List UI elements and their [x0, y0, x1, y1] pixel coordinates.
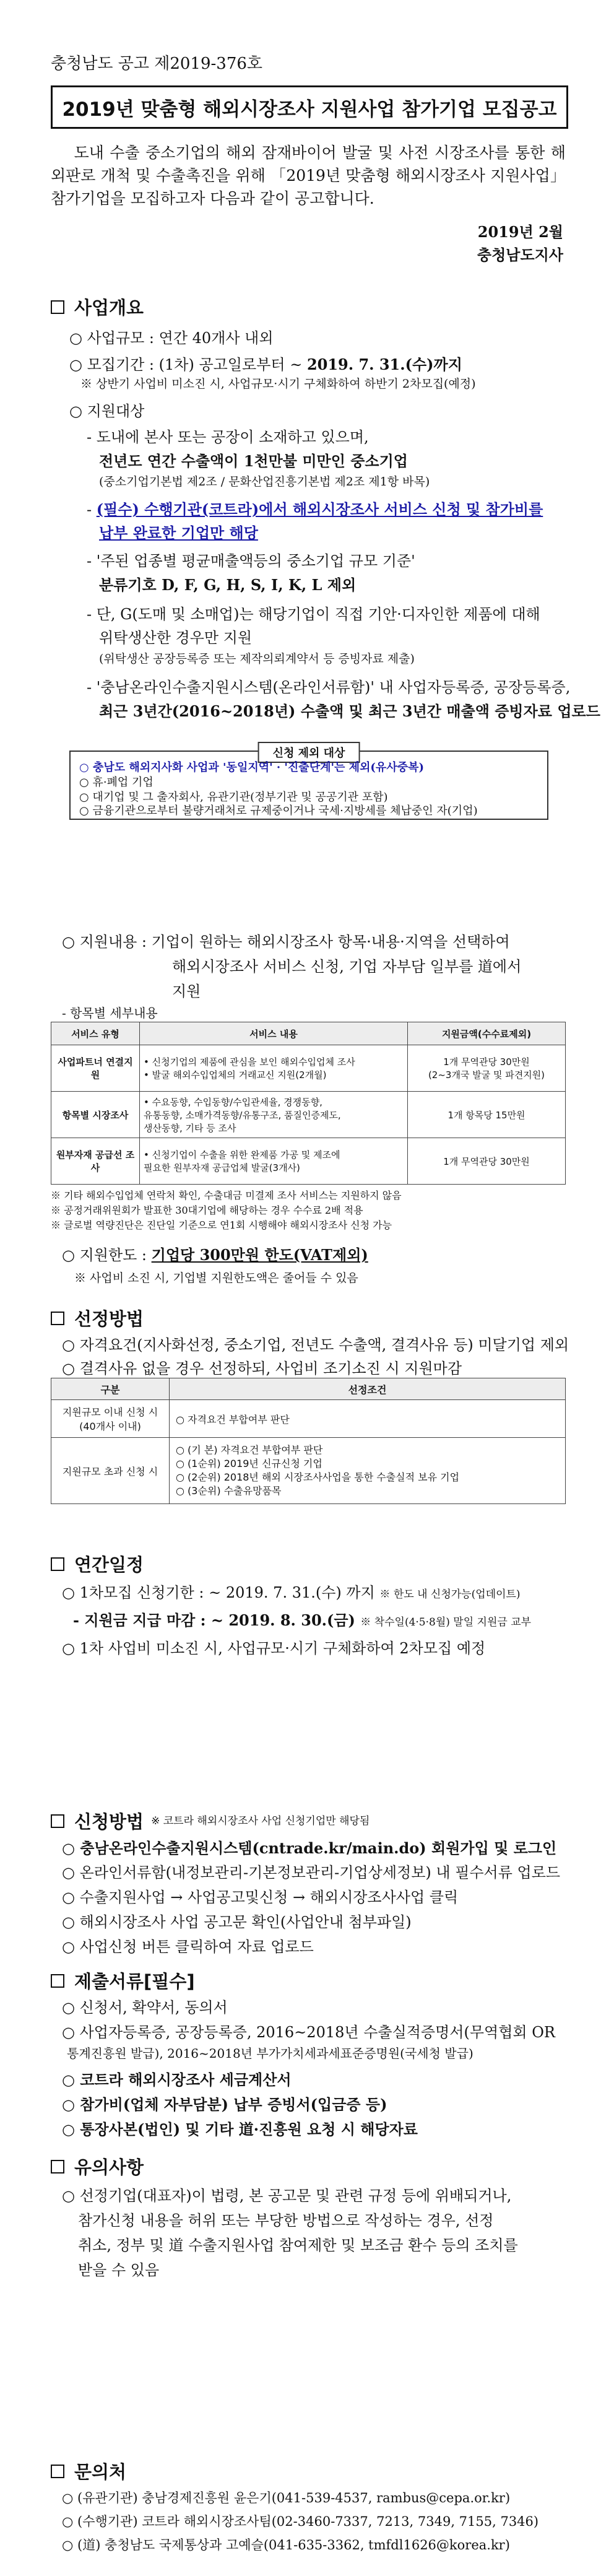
table-row: 항목별 시장조사 • 수요동향, 수입동향/수입관세율, 경쟁동향, 유통동향, 소매가격동향/유통구조, 품질인증제도, 생산동향, 기타 등 조사 1개 항목당 15만원	[51, 1092, 566, 1138]
target-5b: 최근 3년간(2016~2018년) 수출액 및 최근 3년간 매출액 증빙자료 업로드	[99, 702, 600, 720]
square-bullet-icon	[51, 1312, 64, 1325]
target-2b: 납부 완료한 기업만 해당	[99, 524, 258, 542]
section-apply-heading: 신청방법 ※ 코트라 해외시장조사 사업 신청기업만 해당됨	[51, 1808, 370, 1834]
square-bullet-icon	[51, 1814, 64, 1828]
document-item: 통계진흥원 발급), 2016~2018년 부가가치세과세표준증명원(국세청 발급)	[67, 2046, 473, 2061]
target-2a: - (필수) 수행기관(코트라)에서 해외시장조사 서비스 신청 및 참가비를	[87, 500, 543, 518]
section-contact-heading: 문의처	[51, 2458, 126, 2484]
support-note-3: ※ 글로벌 역량진단은 진단일 기준으로 연1회 시행해야 해외시장조사 신청 가능	[51, 1219, 392, 1231]
selection-line-2: ○ 결격사유 없을 경우 선정하되, 사업비 조기소진 시 지원마감	[62, 1360, 462, 1377]
exclusion-box	[69, 747, 548, 820]
service-header: 서비스 내용	[140, 1022, 408, 1045]
scale-line: ○ 사업규모 : 연간 40개사 내외	[69, 329, 274, 347]
exclusion-item: ○ 휴·폐업 기업	[79, 776, 154, 789]
section-schedule-heading: 연간일정	[51, 1551, 144, 1577]
square-bullet-icon	[51, 2465, 64, 2478]
service-table	[51, 1022, 566, 1185]
schedule-line-2: - 지원금 지급 마감 : ~ 2019. 8. 30.(금) ※ 착수일(4·5·8월) 말일 지원금 교부	[73, 1611, 532, 1629]
selection-line-1: ○ 자격요건(지사화선정, 중소기업, 전년도 수출액, 결격사유 등) 미달기업 제외	[62, 1336, 569, 1354]
section-overview-heading: 사업개요	[51, 294, 144, 320]
document-item: ○ 코트라 해외시장조사 세금계산서	[62, 2071, 292, 2089]
limit-note: ※ 사업비 소진 시, 기업별 지원한도액은 줄어들 수 있음	[74, 1271, 358, 1285]
target-heading: ○ 지원대상	[69, 402, 145, 420]
caution-line: 받을 수 있음	[78, 2261, 160, 2279]
service-header: 서비스 유형	[51, 1022, 140, 1045]
support-content-c: 지원	[172, 983, 201, 1000]
exclusion-item: ○ 충남도 해외지사화 사업과 '동일지역' · '진출단계'는 제외(유사중복)	[79, 761, 425, 774]
table-row: 지원규모 초과 신청 시 ○ (기 본) 자격요건 부합여부 판단 ○ (1순위) 2019년 신규신청 기업 ○ (2순위) 2018년 해외 시장조사사업을 통한 수출실적 보유 기업 ○ (3순위) 수출유망품목	[51, 1438, 566, 1504]
schedule-line-3: ○ 1차 사업비 미소진 시, 사업규모·시기 구체화하여 2차모집 예정	[62, 1640, 486, 1657]
support-note-1: ※ 기타 해외수입업체 연락처 확인, 수출대금 미결제 조사 서비스는 지원하지 않음	[51, 1190, 402, 1201]
square-bullet-icon	[51, 2160, 64, 2174]
document-item: ○ 참가비(업체 자부담분) 납부 증빙서(입금증 등)	[62, 2095, 387, 2113]
caution-line: 참가신청 내용을 허위 또는 부당한 방법으로 작성하는 경우, 선정	[78, 2212, 494, 2229]
target-5a: - '충남온라인수출지원시스템(온라인서류함)' 내 사업자등록증, 공장등록증,	[87, 679, 571, 696]
document-item: ○ 사업자등록증, 공장등록증, 2016~2018년 수출실적증명서(무역협회 OR	[62, 2024, 555, 2041]
selection-table	[51, 1378, 566, 1504]
document-item: ○ 통장사본(법인) 및 기타 道·진흥원 요청 시 해당자료	[62, 2120, 418, 2138]
target-3b: 분류기호 D, F, G, H, S, I, K, L 제외	[99, 576, 357, 594]
apply-step: ○ 해외시장조사 사업 공고문 확인(사업안내 첨부파일)	[62, 1913, 412, 1931]
target-4a: - 단, G(도매 및 소매업)는 해당기업이 직접 기안·디자인한 제품에 대해	[87, 606, 540, 623]
square-bullet-icon	[51, 300, 64, 314]
intro-paragraph: 도내 수출 중소기업의 해외 잠재바이어 발굴 및 사전 시장조사를 통한 해외판로 개척 및 수출촉진을 위해 「2019년 맞춤형 해외시장조사 지원사업」 참가기업을 모집하고자 다음과 같이 공고합니다.	[51, 144, 566, 207]
target-4b: 위탁생산한 경우만 지원	[99, 629, 253, 646]
square-bullet-icon	[51, 1974, 64, 1988]
target-3a: - '주된 업종별 평균매출액등의 중소기업 규모 기준'	[87, 552, 415, 570]
target-1a: - 도내에 본사 또는 공장이 소재하고 있으며,	[87, 429, 369, 446]
contact-item: ○ (수행기관) 코트라 해외시장조사팀(02-3460-7337, 7213, 7349, 7155, 7346)	[62, 2514, 539, 2529]
detail-label: - 항목별 세부내용	[62, 1006, 158, 1020]
apply-step: ○ 충남온라인수출지원시스템(cntrade.kr/main.do) 회원가입 및 로그인	[62, 1839, 557, 1857]
issuer: 충청남도지사	[477, 246, 563, 264]
service-header: 지원금액(수수료제외)	[408, 1022, 566, 1045]
document-item: ○ 신청서, 확약서, 동의서	[62, 1999, 228, 2016]
caution-line: ○ 선정기업(대표자)이 법령, 본 공고문 및 관련 규정 등에 위배되거나,	[62, 2187, 512, 2204]
section-selection-heading: 선정방법	[51, 1305, 144, 1331]
support-note-2: ※ 공정거래위원회가 발표한 30대기업에 해당하는 경우 수수료 2배 적용	[51, 1204, 363, 1216]
support-content-a: ○ 지원내용 : 기업이 원하는 해외시장조사 항목·내용·지역을 선택하여	[62, 933, 510, 951]
selection-header: 구분	[51, 1378, 170, 1400]
exclusion-title: 신청 제외 대상	[258, 742, 360, 763]
period-line: ○ 모집기간 : (1차) 공고일로부터 ~ 2019. 7. 31.(수)까지	[69, 355, 462, 373]
apply-step: ○ 수출지원사업 → 사업공고및신청 → 해외시장조사사업 클릭	[62, 1889, 459, 1906]
schedule-line-1: ○ 1차모집 신청기한 : ~ 2019. 7. 31.(수) 까지 ※ 한도 내 신청가능(업데이트)	[62, 1584, 521, 1601]
announcement-number: 충청남도 공고 제2019-376호	[51, 54, 263, 73]
exclusion-item: ○ 대기업 및 그 출자회사, 유관기관(정부기관 및 공공기관 포함)	[79, 791, 388, 804]
apply-step: ○ 사업신청 버튼 클릭하여 자료 업로드	[62, 1938, 314, 1956]
target-4c: (위탁생산 공장등록증 또는 제작의뢰계약서 등 증빙자료 제출)	[99, 652, 415, 666]
contact-item: ○ (道) 충청남도 국제통상과 고예슬(041-635-3362, tmfdl1626@korea.kr)	[62, 2538, 510, 2552]
table-row: 지원규모 이내 신청 시 (40개사 이내) ○ 자격요건 부합여부 판단	[51, 1400, 566, 1438]
table-row: 원부자재 공급선 조사 • 신청기업이 수출을 위한 완제품 가공 및 제조에 필요한 원부자재 공급업체 발굴(3개사) 1개 무역관당 30만원	[51, 1138, 566, 1185]
contact-item: ○ (유관기관) 충남경제진흥원 윤은기(041-539-4537, rambus@cepa.or.kr)	[62, 2491, 511, 2505]
section-documents-heading: 제출서류[필수]	[51, 1968, 195, 1993]
apply-step: ○ 온라인서류함(내정보관리-기본정보관리-기업상세정보) 내 필수서류 업로드	[62, 1864, 561, 1881]
target-1b: 전년도 연간 수출액이 1천만불 미만인 중소기업	[99, 452, 408, 470]
table-row: 사업파트너 연결지원 • 신청기업의 제품에 관심을 보인 해외수입업체 조사 • 발굴 해외수입업체의 거래교신 지원(2개월) 1개 무역관당 30만원 (2~3개국 발굴 및 파견지원)	[51, 1045, 566, 1092]
limit-line: ○ 지원한도 : 기업당 300만원 한도(VAT제외)	[62, 1246, 368, 1264]
notice-date: 2019년 2월	[477, 223, 563, 241]
square-bullet-icon	[51, 1557, 64, 1571]
section-caution-heading: 유의사항	[51, 2154, 144, 2179]
exclusion-item: ○ 금융기관으로부터 불량거래처로 규제중이거나 국세·지방세를 체납중인 자(기업)	[79, 804, 478, 817]
required-kotra-link[interactable]: (필수) 수행기관(코트라)에서 해외시장조사 서비스 신청 및 참가비를	[96, 500, 543, 518]
period-note: ※ 상반기 사업비 미소진 시, 사업규모·시기 구체화하여 하반기 2차모집(예정)	[80, 377, 476, 391]
selection-header: 선정조건	[170, 1378, 566, 1400]
support-content-b: 해외시장조사 서비스 신청, 기업 자부담 일부를 道에서	[172, 958, 522, 975]
notice-title: 2019년 맞춤형 해외시장조사 지원사업 참가기업 모집공고	[51, 85, 568, 129]
target-1c: (중소기업기본법 제2조 / 문화산업진흥기본법 제2조 제1항 바목)	[99, 475, 430, 489]
caution-line: 취소, 정부 및 道 수출지원사업 참여제한 및 보조금 환수 등의 조치를	[78, 2237, 518, 2254]
